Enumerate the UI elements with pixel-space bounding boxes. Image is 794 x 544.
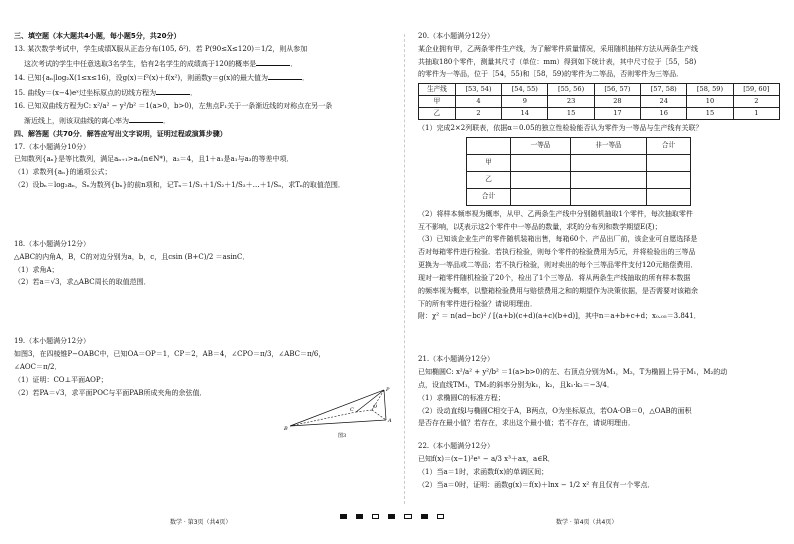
- table-header-cell: [55, 56): [548, 84, 594, 96]
- contingency-blank-cell: [511, 154, 571, 171]
- table-cell: 2: [455, 108, 501, 120]
- question-text-line: 15. 曲线y＝(x−4)eˣ过坐标原点的切线方程为 ．: [14, 89, 198, 98]
- line-text: 否对每箱零件进行检验．若执行检验，则每个零件的检验费用为5元，并将检验出的三等品: [418, 248, 696, 257]
- page-divider: [404, 34, 405, 504]
- line-text: 已知f(x)＝(x−1)²eˣ − a/3 x³＋ax，a∈R．: [418, 455, 555, 464]
- contingency-blank-cell: [646, 171, 690, 188]
- line-text: 18.（本小题满分12分）: [14, 239, 91, 248]
- line-text: （2）将样本频率视为概率，从甲、乙两条生产线中分别随机抽取1个零件，每次抽取零件: [418, 209, 693, 218]
- figure-3-pyramid: [284, 386, 394, 438]
- line-text: 四、解答题（共70分．解答应写出文字说明，证明过程或演算步骤）: [14, 129, 227, 138]
- line-text: （3）已知该企业生产的零件随机装箱出售，每箱60个．产品出厂前，该企业可自愿选择是: [418, 235, 698, 244]
- question-text-line: [418, 419, 790, 428]
- line-text: （2）当a＝0时，证明：函数g(x)＝f(x)＋lnx − 1/2 x² 有且仅有一个零点．: [418, 480, 655, 489]
- table-header-cell: [56, 57): [594, 84, 640, 96]
- line-text: （1）求椭圆C的标准方程；: [418, 393, 505, 402]
- contingency-header-cell: 合计: [646, 137, 690, 154]
- contingency-row-label: 甲: [467, 154, 511, 171]
- contingency-header-cell: 非一等品: [571, 137, 647, 154]
- answer-blank: [129, 115, 163, 123]
- table-header-cell: [54, 55): [502, 84, 548, 96]
- right-page: [418, 32, 790, 494]
- line-text: （2）若PA＝√3，求平面POC与平面PAB所成夹角的余弦值．: [14, 388, 207, 397]
- line-text: 15. 曲线y＝(x−4)eˣ过坐标原点的切线方程为: [14, 89, 157, 98]
- table-header-cell: [53, 54): [455, 84, 501, 96]
- question-text-line: [14, 240, 386, 249]
- label-o: O: [373, 404, 378, 410]
- footer-marks: [340, 514, 444, 519]
- table-header-cell: 生产线: [419, 84, 456, 96]
- line-text: 是否存在最小值？若存在，求出这个最小值；若不存在，请说明理由．: [418, 419, 635, 428]
- question-text-line: [14, 350, 386, 359]
- line-text: 共抽取180个零件，测量其尺寸（单位：mm）得到如下统计表，其中尺寸位于［55，58): [418, 57, 697, 66]
- edge-pa: [384, 390, 386, 420]
- question-text-line: [418, 261, 790, 270]
- contingency-header-row: [467, 137, 691, 154]
- line-text: 这次考试的学生中任意选取3名学生，恰有2名学生的成绩高于120的概率是: [24, 59, 257, 68]
- table-cell: 16: [641, 108, 687, 120]
- line-text: 点，设直线TM₁，TM₂的斜率分别为k₁，k₂，且k₁·k₂＝−3/4．: [418, 380, 614, 389]
- line-text: 互不影响，以ξ表示这2个零件中一等品的数量，求ξ的分布列和数学期望E(ξ)；: [418, 222, 662, 231]
- line-text: 的零件为一等品，位于［54，55)和［58，59)的零件为二等品，否则零件为三等品．: [418, 70, 684, 79]
- answer-space: [14, 291, 386, 337]
- contingency-row-label: 乙: [467, 171, 511, 188]
- line-text: 的频率视为概率，以整箱检验费用与赔偿费用之和的期望作为决策依据，是否需要对该箱余: [418, 286, 698, 295]
- table-row: [419, 96, 780, 108]
- question-text-line: [14, 266, 386, 275]
- contingency-blank-cell: [646, 188, 690, 205]
- line-text: （2）设动直线l与椭圆C相交于A，B两点，O为坐标原点，若OA·OB＝0，△OAB的面积: [418, 406, 692, 415]
- question-text-line: [418, 481, 790, 490]
- line-text: （2）设bₙ＝log₂aₙ，Sₙ为数列{bₙ}的前n项和，记Tₙ＝1/S₁＋1/S₂＋1/S₃＋…＋1/Sₙ，求Tₙ的取值范围．: [14, 181, 345, 190]
- contingency-blank-cell: [511, 171, 571, 188]
- question-text-line: [418, 210, 790, 219]
- question-text-line: [14, 168, 386, 177]
- line-text: 19.（本小题满分12分）: [14, 337, 91, 346]
- question-text-line: [418, 287, 790, 296]
- answer-blank: [256, 58, 290, 66]
- line-text: 14. 已知{aₙ|log₂X(1≤x≤16)，设g(x)＝f²(x)＋f(x²)，则函数y＝g(x)的最大值为: [14, 74, 268, 83]
- table-cell: 15: [548, 108, 594, 120]
- question-text-line: [418, 468, 790, 477]
- question-text-line: [418, 274, 790, 283]
- question-20-intro: [418, 32, 790, 80]
- question-text-line: [418, 300, 790, 309]
- footer-right-page-number: 数学 · 第4页（共4页）: [556, 519, 618, 526]
- answer-blank: [268, 72, 302, 80]
- footer-mark-filled: [388, 514, 395, 519]
- table-cell: 9: [502, 96, 548, 108]
- question-text-line: [418, 442, 790, 451]
- question-text-line: [14, 130, 386, 139]
- contingency-blank-cell: [571, 171, 647, 188]
- answer-space: [14, 194, 386, 240]
- footer-mark-filled: [340, 514, 347, 519]
- footer-left-page-number: 数学 · 第3页（共4页）: [170, 519, 232, 526]
- line-text: （1）当a＝1时，求函数f(x)的单调区间；: [418, 467, 549, 476]
- footer-mark-filled: [421, 514, 428, 519]
- table-cell: 甲: [419, 96, 456, 108]
- question-text-line: [418, 355, 790, 364]
- table-cell: 24: [641, 96, 687, 108]
- table-cell: 4: [455, 96, 501, 108]
- table-cell: 10: [687, 96, 733, 108]
- table-cell: 23: [548, 96, 594, 108]
- question-text-line: [14, 278, 386, 287]
- edge-pc: [356, 390, 384, 412]
- table-cell: 2: [733, 96, 779, 108]
- line-text: 20.（本小题满分12分）: [418, 32, 495, 40]
- contingency-blank-cell: [646, 154, 690, 171]
- question-text-line: [418, 70, 790, 79]
- question-20-part1: （1）完成2×2列联表，依据α＝0.05的独立性检验能否认为零件为一等品与生产线有关联？: [418, 123, 703, 132]
- line-text: 更换为一等品或二等品；若不执行检验，则对卖出的每个三等品零件支付120元赔偿费用．: [418, 261, 698, 270]
- table-header-cell: [57, 58): [641, 84, 687, 96]
- contingency-blank-cell: [511, 188, 571, 205]
- label-a: A: [388, 418, 392, 424]
- footer-mark-hollow: [404, 514, 411, 519]
- question-text-line: [14, 32, 386, 41]
- line-text: （1）证明：CO⊥平面AOP；: [14, 375, 108, 384]
- question-text-line: [418, 223, 790, 232]
- table-row: [419, 108, 780, 120]
- question-text-line: 14. 已知{aₙ|log₂X(1≤x≤16)，设g(x)＝f²(x)＋f(x²)，则函数y＝g(x)的最大值为 ．: [14, 74, 309, 83]
- question-text-line: [418, 248, 790, 257]
- line-text: 16. 已知双曲线方程为C: x²/a² − y²/b² ＝1(a>0，b>0)，左焦点F₁关于一条渐近线的对称点在另一条: [14, 102, 333, 111]
- line-text: 如图3，在四棱锥P−OABC中，已知OA＝OP＝1，CP＝2，AB＝4，∠CPO＝π/3，∠ABC＝π/6，: [14, 350, 326, 359]
- line-text: ∠AOC＝π/2．: [14, 362, 62, 371]
- contingency-table: [466, 137, 691, 206]
- question-text-line: 这次考试的学生中任意选取3名学生，恰有2名学生的成绩高于120的概率是 ．: [24, 59, 298, 68]
- contingency-blank-cell: [571, 154, 647, 171]
- table-cell: 15: [687, 108, 733, 120]
- question-text-line: 渐近线上，则该双曲线的离心率为 ．: [24, 116, 170, 125]
- question-text-line: [418, 407, 790, 416]
- line-text: 某企业拥有甲，乙两条零件生产线，为了解零件质量情况，采用随机抽样方法从两条生产线: [418, 44, 698, 53]
- line-text: 已知数列{aₙ}是等比数列，满足aₙ₊₁>aₙ(n∈N*)，a₂＝4，且1＋a₁是a₁与a₃的等差中项．: [14, 155, 294, 164]
- question-text-line: [418, 45, 790, 54]
- label-p: P: [386, 387, 390, 393]
- edge-bp: [290, 390, 384, 426]
- line-text: 21.（本小题满分12分）: [418, 355, 495, 364]
- question-text-line: [418, 368, 790, 377]
- label-b: B: [284, 426, 288, 432]
- table-cell: 17: [594, 108, 640, 120]
- question-text-line: [14, 253, 386, 262]
- table-header-cell: [59, 60]: [733, 84, 779, 96]
- line-text: 附：χ² ＝ n(ad−bc)² / [(a+b)(c+d)(a+c)(b+d)]，其中n＝a+b+c+d；x₀.₀₅＝3.841．: [418, 312, 701, 321]
- contingency-row-label: 合计: [467, 188, 511, 205]
- figure-caption: 图3: [338, 433, 347, 438]
- line-text: 17.（本小题满分10分）: [14, 142, 91, 151]
- table-cell: 乙: [419, 108, 456, 120]
- line-text: 下的所有零件进行检验？请说明理由．: [418, 299, 537, 308]
- contingency-row: [467, 154, 691, 171]
- question-text-line: [418, 32, 790, 41]
- question-text-line: [14, 376, 386, 385]
- question-text-line: [14, 45, 386, 54]
- table-cell: 14: [502, 108, 548, 120]
- contingency-row: [467, 171, 691, 188]
- line-text: （2）若a＝√3，求△ABC周长的取值范围．: [14, 278, 151, 287]
- footer-mark-filled: [356, 514, 363, 519]
- table-header-cell: [58, 59): [687, 84, 733, 96]
- line-text: 三、填空题（本大题共4小题，每小题5分，共20分）: [14, 32, 181, 40]
- left-page: [14, 32, 386, 401]
- question-text-line: [14, 181, 386, 190]
- line-text: 现对一箱零件随机检验了20个，检出了1个三等品．将从两条生产线抽取的所有样本数据: [418, 273, 691, 282]
- question-text-line: [418, 235, 790, 244]
- label-c: C: [350, 407, 354, 413]
- question-text-line: [418, 394, 790, 403]
- contingency-row: [467, 188, 691, 205]
- answer-space: [418, 432, 790, 442]
- line-text: （1）求角A；: [14, 265, 59, 274]
- size-frequency-table: [418, 83, 780, 120]
- question-text-line: [14, 363, 386, 372]
- line-text: 渐近线上，则该双曲线的离心率为: [24, 116, 129, 125]
- footer-mark-hollow: [372, 514, 379, 519]
- question-text-line: [14, 102, 386, 111]
- line-text: （1）求数列{aₙ}的通项公式；: [14, 168, 112, 177]
- question-text-line: [14, 155, 386, 164]
- footer-mark-hollow: [437, 514, 444, 519]
- question-text-line: [14, 143, 386, 152]
- line-text: △ABC的内角A，B，C的对边分别为a，b，c，且csin (B+C)/2 ＝asinC．: [14, 252, 250, 261]
- table-cell: 28: [594, 96, 640, 108]
- answer-blank: [156, 87, 190, 95]
- line-text: 13. 某次数学考试中，学生成绩X服从正态分布(105, δ²)．若 P(90≤X≤120)＝1/2，则从参加: [14, 44, 308, 53]
- table-header-row: [419, 84, 780, 96]
- question-text-line: [418, 312, 790, 321]
- question-text-line: [418, 455, 790, 464]
- line-text: 已知椭圆C: x²/a² + y²/b² ＝1(a>b>0)的左、右顶点分别为M₁，M₂，T为椭圆上异于M₁，M₂的动: [418, 368, 728, 377]
- contingency-header-cell: [467, 137, 511, 154]
- question-text-line: [418, 58, 790, 67]
- question-text-line: [418, 381, 790, 390]
- line-text: 22.（本小题满分12分）: [418, 442, 495, 451]
- contingency-header-cell: 一等品: [511, 137, 571, 154]
- question-text-line: [14, 337, 386, 346]
- edge-oa: [372, 410, 386, 420]
- contingency-blank-cell: [571, 188, 647, 205]
- table-cell: 1: [733, 108, 779, 120]
- questions-20-22: [418, 210, 790, 490]
- answer-space: [418, 325, 790, 355]
